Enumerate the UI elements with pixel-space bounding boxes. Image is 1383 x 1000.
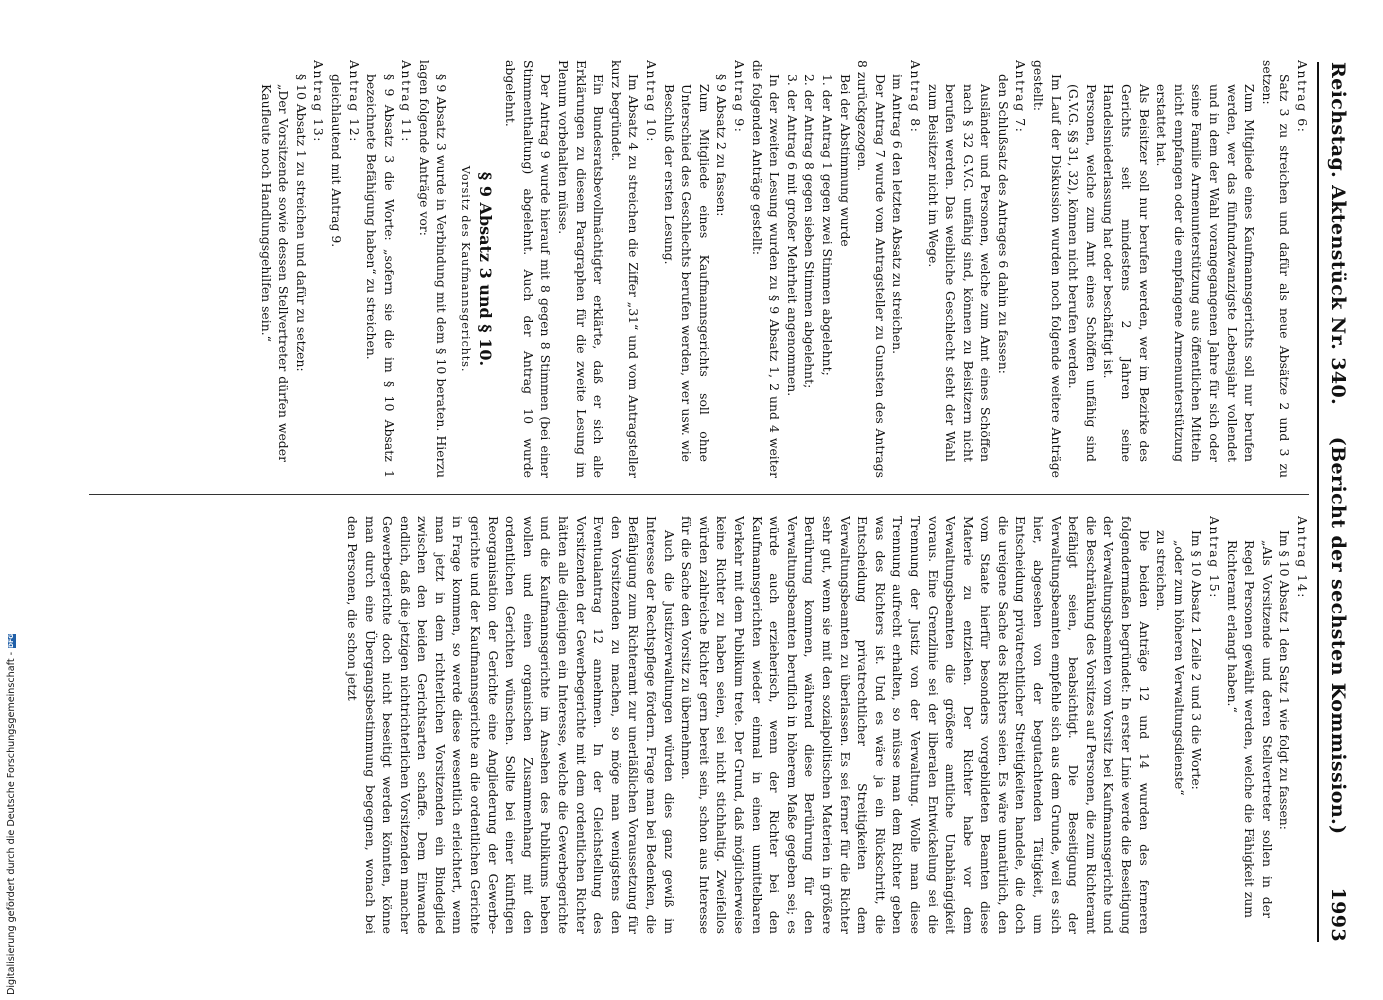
header-title-right bbox=[1327, 437, 1349, 942]
motion-heading: Antrag 8: bbox=[907, 60, 923, 134]
indented-line: 3. der Antrag 6 mit großer Mehrheit angenommen. bbox=[784, 74, 800, 397]
quoted-motion-text: „Der Vorsitzende sowie dessen Stellvertreter dürfen weder Kaufleute noch Handlungsgehilfen sein.“ bbox=[258, 84, 292, 462]
indented-line: Im § 10 Absatz 1 den Satz 1 wie folgt zu fassen: bbox=[1277, 530, 1293, 830]
motion-heading: Antrag 12: bbox=[346, 60, 362, 144]
quoted-motion-text: „oder zum höheren Verwaltungsdienste“ bbox=[1171, 540, 1187, 796]
digitization-credit bbox=[6, 634, 17, 995]
motion-heading: Antrag 11: bbox=[399, 60, 415, 144]
column-divider bbox=[89, 494, 1309, 495]
motion-heading: Antrag 15: bbox=[1207, 516, 1223, 600]
quoted-motion-text: Zum Mitgliede eines Kaufmannsgerichts soll ohne Unterschied des Geschlechts berufen werden, wer usw. wie Beschluß der ersten Lesung. bbox=[661, 84, 712, 462]
indented-line: gleichlautend mit Antrag 9. bbox=[328, 74, 344, 248]
indented-line: Im § 10 Absatz 1 Zeile 2 und 3 die Worte: bbox=[1189, 530, 1205, 790]
page-number: 1993 bbox=[1327, 887, 1349, 942]
body-paragraph: Der Antrag 7 wurde vom Antragsteller zu Gunsten des Antrags 8 zurückgezogen. bbox=[855, 60, 888, 478]
quoted-motion-text: Als Beisitzer soll nur berufen werden, wer im Bezirke des Gerichts seit mindestens 2 Jahren seine Handelsniederlassung hat oder beschäftigt ist. bbox=[1101, 84, 1152, 462]
body-paragraph: Die beiden Anträge 12 und 14 wurden des ferneren folgendermaßen begründet: In erster Linie werde die Beseitigung der Verwaltungsbeamten vom Vorsitz bei Kaufmannsgerichte und die Beschränkung des Vorsitzes auf Personen, die zum Richteramt befähigt seien, beabsichtigt. Die Beseitigung der Verwaltungsbeamten empfehle sich aus dem Grunde, weil es sich hier, abgesehen von der begutachtenden Tätigkeit, um Entscheidung privatrechtlicher Streitigkeiten handele, die doch die ureigene Sache des Richters seien. Es wäre unnatürlich, den vom Staate hierfür besonders vorgebildeten Beamten diese Materie zu entziehen. Der Richter habe vor dem Verwaltungsbeamten die größere amtliche Unabhängigkeit voraus. Eine Grenzlinie sei der liberalen Entwickelung sei die Trennung der Justiz von der Verwaltung. Wolle man diese Trennung aufrecht erhalten, so müsse man dem Richter geben was des Richters ist. Und es wäre ja ein Rückschritt, die Entscheidung privatrechtlicher Streitigkeiten dem Verwaltungsbeamten zu überlassen. Es sei ferner für die Richter sehr gut, wenn sie mit den sozialpolitischen Materien in größere Berührung kommen, während diese Berührung für den Verwaltungsbeamten beruflich in höherem Maße gegeben sei; es würde auch erzieherisch, wenn der Richter bei den Kaufmannsgerichten wieder einmal in einen unmittelbaren Verkehr mit dem Publikum trete. Der Grund, daß möglicherweise keine Richter zu haben seien, sei nicht stichhaltig. Zweifellos würden zahlreiche Richter gern bereit sein, schon aus Interesse für die Sache den Vorsitz zu übernehmen. bbox=[679, 516, 1152, 934]
indented-line: § 10 Absatz 1 zu streichen und dafür zu setzen: bbox=[293, 74, 309, 372]
body-paragraph: § 9 Absatz 3 wurde in Verbindung mit dem § 10 beraten. Hierzu lagen folgende Anträge vor: bbox=[416, 60, 450, 478]
motion-heading: Antrag 10: bbox=[644, 60, 660, 144]
body-paragraph: im Antrag 6 den letzten Absatz zu streichen. bbox=[890, 74, 906, 355]
body-paragraph: Der Antrag 9 wurde hierauf mit 8 gegen 8 Stimmen (bei einer Stimmenthaltung) abgelehnt. Auch der Antrag 10 wurde abgelehnt. bbox=[503, 60, 554, 478]
indented-line: 1. der Antrag 1 gegen zwei Stimmen abgelehnt; bbox=[819, 74, 835, 376]
quoted-motion-text: Zum Mitgliede eines Kaufmannsgerichts soll nur berufen werden, wer das fünfundzwanzigste Lebensjahr vollendet und in dem der Wahl vorangegangenen Jahre für sich oder seine Familie Armenunterstützung aus öffentlichen Mitteln nicht empfangen oder die empfangene Armenunterstützung erstattet hat. bbox=[1154, 84, 1258, 463]
motion-heading: Antrag 7: bbox=[1013, 60, 1029, 134]
indented-line: 2. der Antrag 8 gegen sieben Stimmen abgelehnt; bbox=[802, 74, 818, 389]
section-subheading: Vorsitz des Kaufmannsgerichts. bbox=[459, 165, 474, 373]
body-paragraph: Auch die Justizverwaltungen würden dies ganz gewiß im Interesse der Rechtspflege fördern. Frage man bei Bedenken, die Befähigung zum Richteramt zur unerläßlichen Voraussetzung für den Vorsitzenden zu machen, so möge man wenigstens den Eventualantrag 12 annehmen. In der Gleichstellung des Vorsitzenden der Gewerbegerichte mit dem ordentlichen Richter hätten alle diejenigen ein Interesse, welche die Gewerbegerichte und die Kaufmannsgerichte im Ansehen des Publikums heben wollen und einen organischen Zusammenhang mit den ordentlichen Gerichten wünschen. Sollte bei einer künftigen Reorganisation der Gerichte eine Angliederung der Gewerbegerichte und der Kaufmannsgerichte an die ordentlichen Gerichte in Frage kommen, so werde diese wesentlich erleichtert, wenn man jetzt in dem richterlichen Vorsitzenden ein Bindeglied zwischen den beiden Gerichtsarten schaffe. Dem Einwande endlich, daß die jetzigen nichtrichterlichen Vorsitzenden mancher Gewerbegerichte doch nicht beseitigt werden könnten, könne man durch eine Übergangsbestimmung begegnen, wonach bei den Personen, die schon jetzt bbox=[344, 516, 677, 934]
indented-line: § 9 Absatz 2 zu fassen: bbox=[714, 74, 730, 217]
page-header bbox=[1317, 62, 1353, 942]
credit-text: Digitalisierung gefördert durch die Deutsche Forschungsgemeinschaft - bbox=[6, 651, 17, 995]
body-paragraph: Satz 3 zu streichen und dafür als neue Absätze 2 und 3 zu setzen: bbox=[1259, 60, 1293, 478]
motion-heading: Antrag 9: bbox=[732, 60, 747, 134]
body-paragraph: In der zweiten Lesung wurden zu § 9 Absatz 1, 2 und 4 weiter die folgenden Anträge gestellt: bbox=[749, 60, 783, 478]
section-heading: § 9 Absatz 3 und § 10. bbox=[475, 171, 495, 367]
body-paragraph: Bei der Abstimmung wurde bbox=[837, 74, 853, 247]
body-paragraph: den Schlußsatz des Antrages 6 dahin zu fassen: bbox=[995, 74, 1011, 374]
body-paragraph: Im Lauf der Diskussion wurden noch folgende weitere Anträge gestellt: bbox=[1031, 60, 1064, 478]
motion-heading: Antrag 14: bbox=[1295, 516, 1310, 600]
body-paragraph: Ein Bundesratsbevollmächtigter erklärte, daß er sich alle Erklärungen zu diesem Paragraphen für die zweite Lesung im Plenum vorbehalten müsse. bbox=[556, 60, 607, 478]
left-column bbox=[91, 60, 1311, 478]
motion-heading: Antrag 13: bbox=[311, 60, 327, 144]
quoted-motion-text: Personen, welche zum Amt eines Schöffen unfähig sind (G.V.G. §§ 31, 32), können nicht berufen werden. bbox=[1066, 84, 1099, 462]
quoted-motion-text: Ausländer und Personen, welche zum Amt eines Schöffen nach § 32 G.V.G. unfähig sind, können zu Beisitzern nicht berufen werden. Das weibliche Geschlecht steht der Wahl zum Beisitzer nicht im Wege. bbox=[925, 84, 994, 462]
motion-heading: Antrag 6: bbox=[1295, 60, 1310, 134]
dfg-logo-icon: DFG bbox=[7, 633, 15, 648]
indented-line: zu streichen. bbox=[1154, 530, 1170, 612]
indented-line: § 9 Absatz 3 die Worte: „sofern sie die im § 10 Absatz 1 bezeichnete Befähigung haben“ zu streichen. bbox=[364, 74, 397, 478]
header-title-left: Reichstag. Aktenstück Nr. 340. bbox=[1327, 62, 1349, 406]
header-commission: (Bericht der sechsten Kommission.) bbox=[1327, 436, 1349, 835]
quoted-motion-text: „Als Vorsitzende und deren Stellvertreter sollen in der Regel Personen gewählt werden, welche die Fähigkeit zum Richteramt erlangt haben.“ bbox=[1224, 540, 1275, 918]
body-paragraph: Im Absatz 4 zu streichen die Ziffer „31“ und vom Antragsteller kurz begründet. bbox=[608, 60, 642, 478]
right-column bbox=[91, 516, 1311, 934]
